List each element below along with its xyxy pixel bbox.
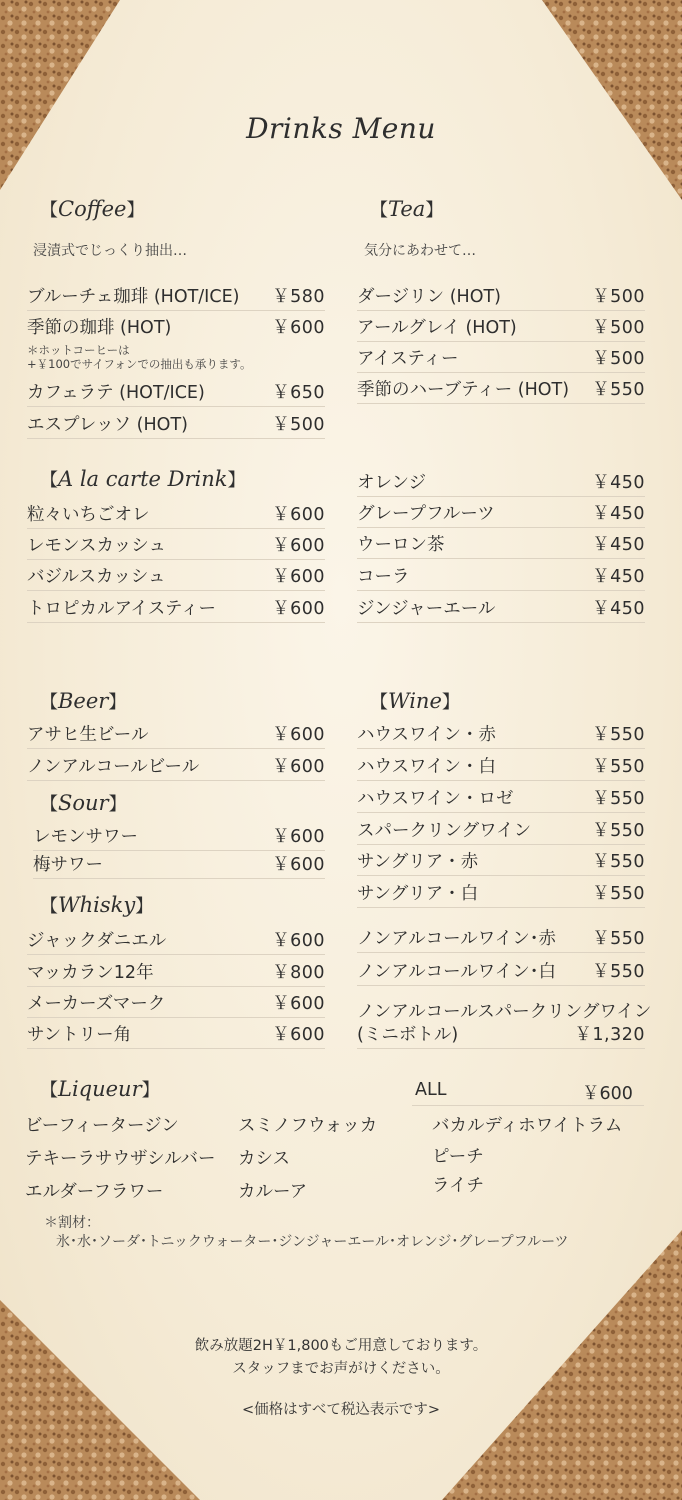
- menu-item: 季節の珈琲 (HOT) ￥600: [27, 318, 325, 338]
- menu-item: アールグレイ (HOT) ￥500: [357, 311, 645, 342]
- cork-corner-decoration: [0, 0, 120, 190]
- liqueur-all-label: ALL: [415, 1080, 447, 1100]
- menu-item: レモンスカッシュ ￥600: [27, 529, 325, 560]
- menu-item: 粒々いちごオレ ￥600: [27, 498, 325, 529]
- liqueur-item: エルダーフラワー: [25, 1182, 164, 1202]
- section-header-coffee: 【Coffee】: [40, 197, 145, 221]
- cork-corner-decoration: [502, 0, 682, 200]
- siphon-note: +￥100でサイフォンでの抽出も承ります。: [27, 357, 252, 371]
- menu-item: ハウスワイン・ロゼ ￥550: [357, 782, 645, 813]
- siphon-note: ＊ホットコーヒーは: [27, 343, 130, 357]
- menu-item: ノンアルコールビール ￥600: [27, 750, 325, 781]
- menu-item: トロピカルアイスティー ￥600: [27, 592, 325, 623]
- section-header-alacarte: 【A la carte Drink】: [40, 467, 246, 491]
- menu-item: メーカーズマーク ￥600: [27, 987, 325, 1018]
- divider: [412, 1105, 644, 1106]
- liqueur-item: カルーア: [238, 1182, 308, 1202]
- mixer-list: 氷･水･ソーダ･トニックウォーター･ジンジャーエール･オレンジ･グレープフルーツ: [56, 1234, 569, 1250]
- section-header-beer: 【Beer】: [40, 689, 127, 713]
- menu-item: アサヒ生ビール ￥600: [27, 718, 325, 749]
- liqueur-all-price: ￥600: [582, 1084, 633, 1104]
- footer-tax-note: <価格はすべて税込表示です>: [241, 1402, 440, 1418]
- liqueur-item: テキーラサウザシルバー: [25, 1149, 216, 1169]
- menu-item: ハウスワイン・赤 ￥550: [357, 718, 645, 749]
- tea-note: 気分にあわせて…: [364, 243, 476, 259]
- menu-item: レモンサワー ￥600: [33, 820, 325, 851]
- menu-item: コーラ ￥450: [357, 560, 645, 591]
- menu-item: カフェラテ (HOT/ICE) ￥650: [27, 376, 325, 407]
- menu-item: 季節のハーブティー (HOT) ￥550: [357, 373, 645, 404]
- menu-item: エスプレッソ (HOT) ￥500: [27, 408, 325, 439]
- footer-all-you-can-drink: 飲み放題2H￥1,800もご用意しております。: [194, 1338, 488, 1354]
- menu-item: マッカラン12年 ￥800: [27, 956, 325, 987]
- menu-item: (ミニボトル) ￥1,320: [357, 1018, 645, 1049]
- liqueur-item: ピーチ: [432, 1147, 484, 1167]
- menu-item: ノンアルコールワイン･白 ￥550: [357, 955, 645, 986]
- section-header-tea: 【Tea】: [370, 197, 444, 221]
- menu-item: ウーロン茶 ￥450: [357, 528, 645, 559]
- menu-item: ダージリン (HOT) ￥500: [357, 280, 645, 311]
- menu-item: サングリア・赤 ￥550: [357, 845, 645, 876]
- menu-item: ジンジャーエール ￥450: [357, 592, 645, 623]
- section-header-wine: 【Wine】: [370, 689, 460, 713]
- menu-item: サングリア・白 ￥550: [357, 877, 645, 908]
- menu-item: ノンアルコールワイン･赤 ￥550: [357, 922, 645, 953]
- section-header-liqueur: 【Liqueur】: [40, 1077, 160, 1101]
- menu-item: ジャックダニエル ￥600: [27, 924, 325, 955]
- coffee-note: 浸漬式でじっくり抽出…: [33, 243, 187, 259]
- footer-ask-staff: スタッフまでお声がけください。: [232, 1361, 450, 1377]
- wine-sparkling-nonalc-name: ノンアルコールスパークリングワイン: [357, 1002, 652, 1022]
- menu-item: ハウスワイン・白 ￥550: [357, 750, 645, 781]
- liqueur-item: スミノフウォッカ: [238, 1116, 378, 1136]
- liqueur-item: バカルディホワイトラム: [432, 1116, 623, 1136]
- menu-item: スパークリングワイン ￥550: [357, 814, 645, 845]
- menu-item: アイスティー ￥500: [357, 342, 645, 373]
- menu-title: Drinks Menu: [246, 112, 436, 145]
- menu-item: オレンジ ￥450: [357, 466, 645, 497]
- section-header-whisky: 【Whisky】: [40, 893, 154, 917]
- menu-item: ブルーチェ珈琲 (HOT/ICE) ￥580: [27, 280, 325, 311]
- menu-item: グレープフルーツ ￥450: [357, 497, 645, 528]
- liqueur-item: ビーフィータージン: [25, 1116, 179, 1136]
- menu-item: サントリー角 ￥600: [27, 1018, 325, 1049]
- mixer-label: ＊割材：: [44, 1215, 100, 1231]
- menu-item: バジルスカッシュ ￥600: [27, 560, 325, 591]
- section-header-sour: 【Sour】: [40, 791, 127, 815]
- liqueur-item: ライチ: [432, 1176, 484, 1196]
- liqueur-item: カシス: [238, 1149, 290, 1169]
- menu-item: 梅サワー ￥600: [33, 848, 325, 879]
